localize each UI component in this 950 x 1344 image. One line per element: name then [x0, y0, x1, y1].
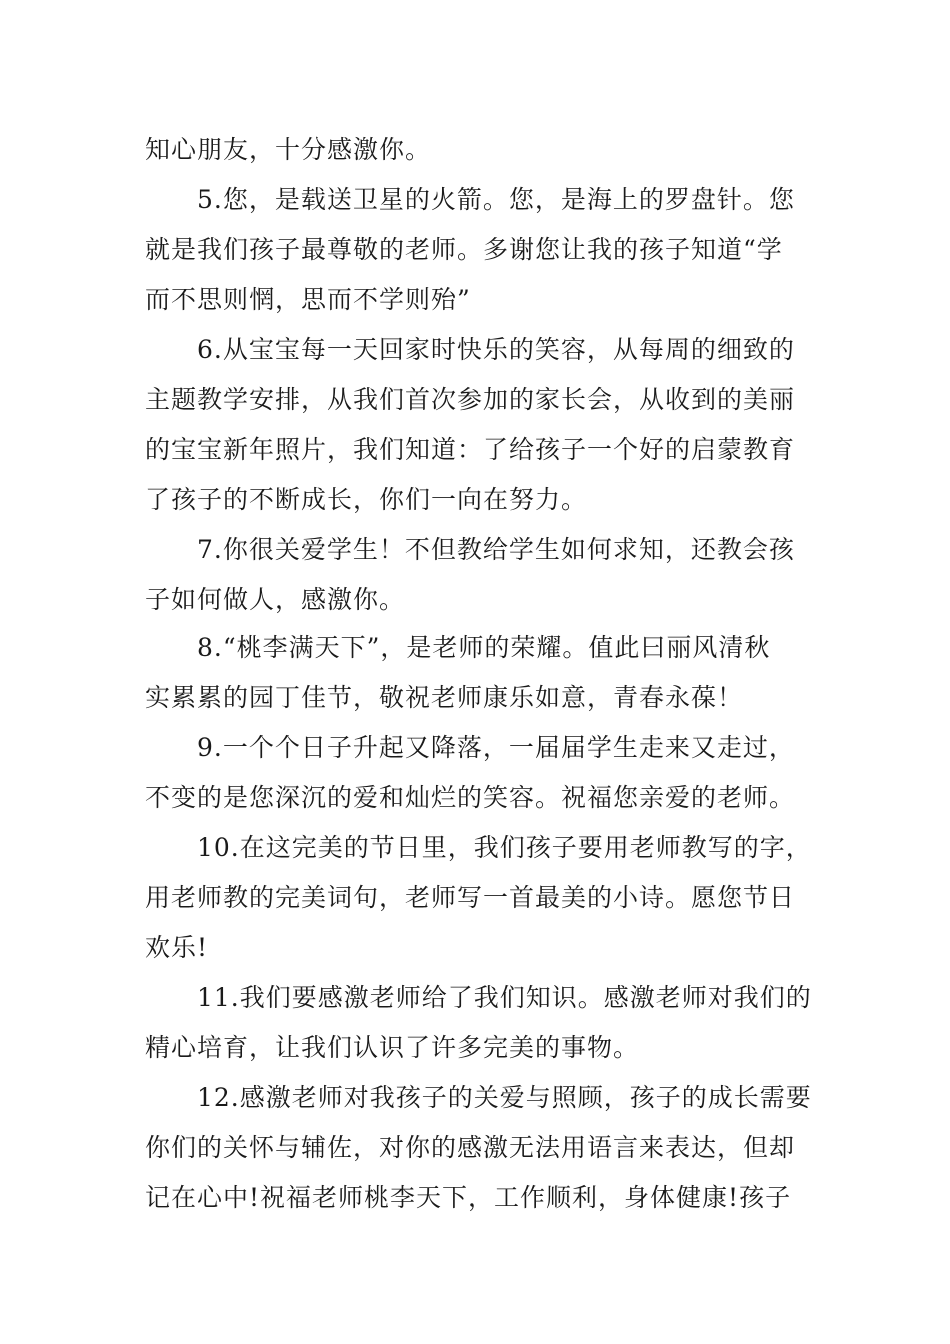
paragraph-item-10: 10.在这完美的节日里，我们孩子要用老师教写的字，	[197, 833, 812, 862]
text-line: 了孩子的不断成长，你们一向在努力。	[145, 485, 588, 514]
text-line: 精心培育，让我们认识了许多完美的事物。	[145, 1033, 640, 1062]
paragraph-item-6: 6.从宝宝每一天回家时快乐的笑容，从每周的细致的	[197, 335, 795, 364]
text-line: 知心朋友，十分感激你。	[145, 135, 432, 164]
text-line: 你们的关怀与辅佐，对你的感激无法用语言来表达，但却	[145, 1133, 796, 1162]
text-line: 而不思则惘，思而不学则殆”	[145, 285, 471, 314]
text-line: 记在心中!祝福老师桃李天下，工作顺利，身体健康!孩子	[145, 1183, 792, 1212]
paragraph-item-5: 5.您，是载送卫星的火箭。您，是海上的罗盘针。您	[197, 185, 795, 214]
text-line: 不变的是您深沉的爱和灿烂的笑容。祝福您亲爱的老师。	[145, 783, 796, 812]
text-line: 用老师教的完美词句，老师写一首最美的小诗。愿您节日	[145, 883, 796, 912]
text-line: 实累累的园丁佳节，敬祝老师康乐如意，青春永葆！	[145, 683, 744, 712]
paragraph-item-8: 8.“桃李满天下”，是老师的荣耀。值此曰丽风清秋	[197, 633, 771, 662]
text-line: 就是我们孩子最尊敬的老师。多谢您让我的孩子知道“学	[145, 235, 783, 264]
text-line: 主题教学安排，从我们首次参加的家长会，从收到的美丽	[145, 385, 796, 414]
text-line: 子如何做人，感激你。	[145, 585, 406, 614]
paragraph-item-9: 9.一个个日子升起又降落，一届届学生走来又走过，	[197, 733, 795, 762]
text-line: 欢乐!	[145, 933, 209, 962]
paragraph-item-11: 11.我们要感激老师给了我们知识。感激老师对我们的	[197, 983, 812, 1012]
text-line: 的宝宝新年照片，我们知道：了给孩子一个好的启蒙教育	[145, 435, 796, 464]
paragraph-item-7: 7.你很关爱学生！不但教给学生如何求知，还教会孩	[197, 535, 795, 564]
paragraph-item-12: 12.感激老师对我孩子的关爱与照顾，孩子的成长需要	[197, 1083, 812, 1112]
